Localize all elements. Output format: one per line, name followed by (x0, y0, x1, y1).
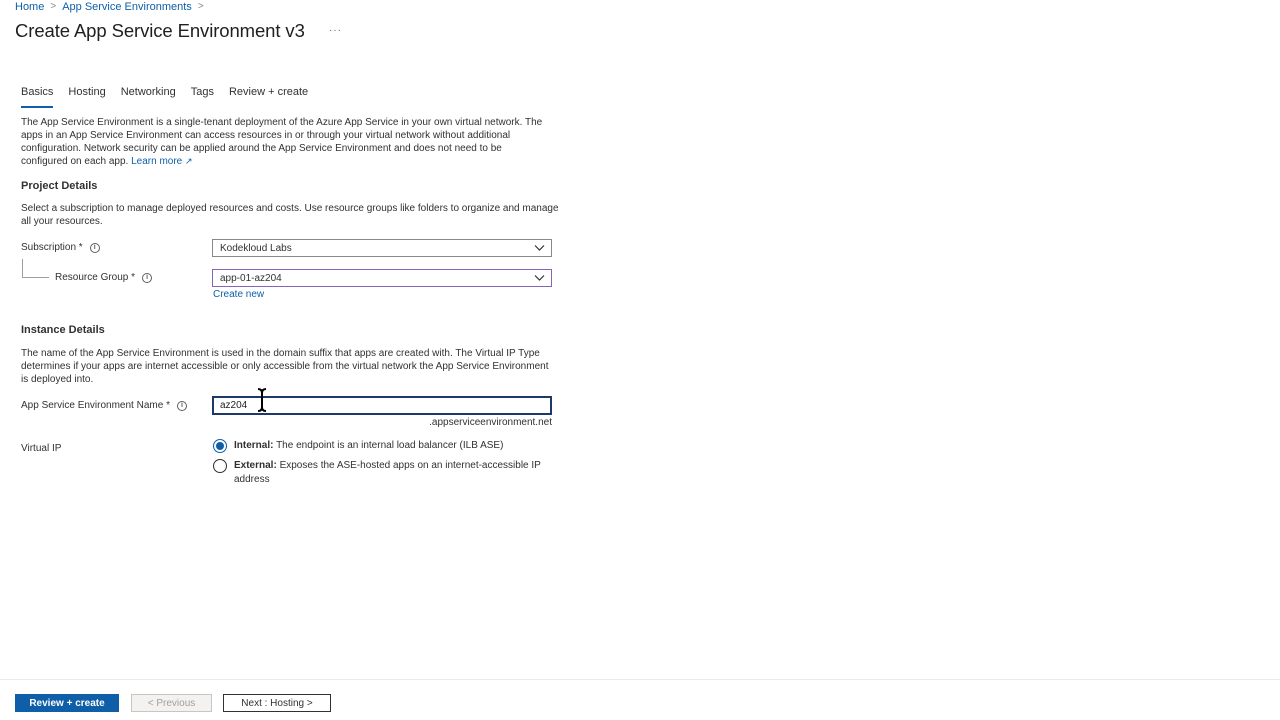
info-icon[interactable]: i (142, 273, 152, 283)
chevron-down-icon (534, 274, 545, 282)
radio-button[interactable] (213, 459, 227, 473)
previous-button[interactable]: < Previous (131, 694, 212, 712)
text-cursor-icon (256, 387, 268, 413)
project-details-heading: Project Details (21, 180, 98, 192)
wizard-tabs (21, 86, 323, 108)
resource-group-dropdown[interactable]: app-01-az204 (212, 269, 552, 287)
learn-more-link[interactable]: Learn more (131, 156, 183, 167)
chevron-down-icon (534, 244, 545, 252)
breadcrumb-separator: > (197, 1, 204, 12)
virtual-ip-label: Virtual IP (21, 443, 62, 454)
instance-details-heading: Instance Details (21, 324, 105, 336)
review-create-button[interactable]: Review + create (15, 694, 119, 712)
tree-connector (22, 259, 23, 277)
tab-review-create[interactable]: Review + create (228, 86, 309, 98)
instance-details-description: The name of the App Service Environment is used in the domain suffix that apps are created with. The Virtual IP Type determines if your apps are internet accessible or only accessible from the virtual network the App Service Environment is deployed into. (21, 348, 549, 385)
more-options-icon[interactable]: ··· (329, 25, 342, 36)
breadcrumb-app-service-environments[interactable]: App Service Environments (62, 0, 192, 13)
radio-internal[interactable]: Internal: The endpoint is an internal load balancer (ILB ASE) (213, 439, 544, 453)
intro-description: The App Service Environment is a single-tenant deployment of the Azure App Service in your own virtual network. The apps in an App Service Environment can access resources in or through your virtual network without additional configuration. Network security can be applied around the App Service Environment and does not need to be configured on each app. Learn more ↗ (21, 117, 543, 167)
breadcrumb (15, 0, 210, 13)
info-icon[interactable]: i (177, 401, 187, 411)
external-link-icon: ↗ (185, 156, 193, 166)
tab-tags[interactable]: Tags (190, 86, 214, 98)
info-icon[interactable]: i (90, 243, 100, 253)
tree-connector (22, 277, 49, 278)
next-hosting-button[interactable]: Next : Hosting > (223, 694, 331, 712)
tab-hosting[interactable]: Hosting (68, 86, 106, 98)
radio-external[interactable]: External: Exposes the ASE-hosted apps on an internet-accessible IP address (213, 459, 544, 487)
subscription-dropdown[interactable]: Kodekloud Labs (212, 239, 552, 257)
create-new-resource-group-link[interactable]: Create new (213, 289, 265, 300)
domain-suffix: .appserviceenvironment.net (429, 417, 552, 428)
breadcrumb-home[interactable]: Home (15, 0, 45, 13)
subscription-label: Subscription * i (21, 242, 100, 253)
ase-name-label: App Service Environment Name * i (21, 400, 187, 411)
radio-button-checked[interactable] (213, 439, 227, 453)
page-title: Create App Service Environment v3 (15, 20, 305, 41)
breadcrumb-separator: > (50, 1, 57, 12)
resource-group-label: Resource Group * i (55, 272, 152, 283)
project-details-description: Select a subscription to manage deployed resources and costs. Use resource groups like folders to organize and manage all your resources. (21, 203, 559, 227)
tab-networking[interactable]: Networking (120, 86, 176, 98)
tab-basics[interactable]: Basics (21, 86, 53, 108)
